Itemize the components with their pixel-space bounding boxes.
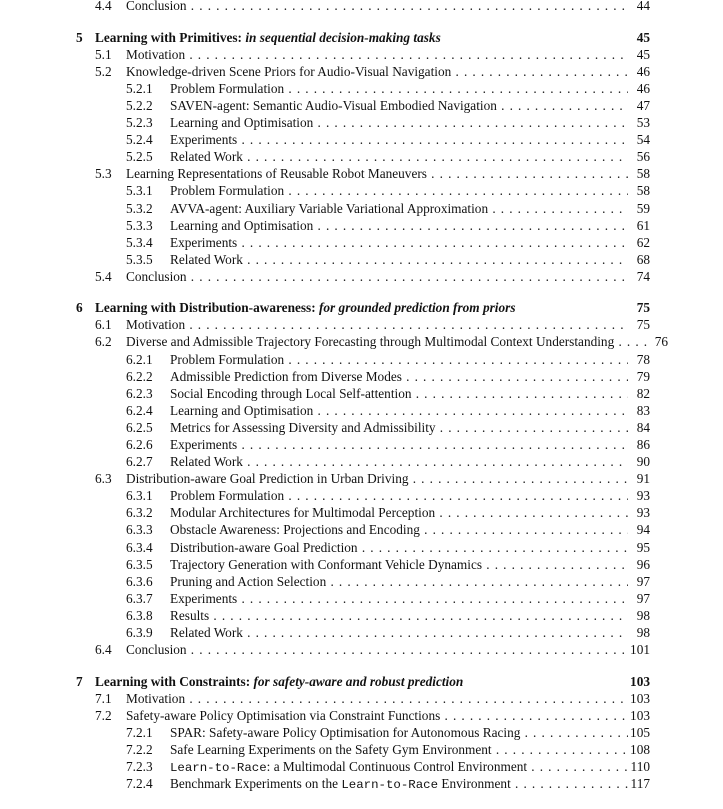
- toc-entry[interactable]: [0, 690, 723, 707]
- subsection-number: 6.2.4: [126, 403, 153, 418]
- page-number: 98: [636, 625, 650, 640]
- page-number: 54: [636, 132, 650, 147]
- page-number: 82: [636, 386, 650, 401]
- subsection-title: Metrics for Assessing Diversity and Admissibility . . .: [170, 419, 628, 436]
- subsection-number: 7.2.1: [126, 725, 153, 740]
- chapter-title: Learning with Primitives: in sequential decision-making tasks: [95, 30, 441, 45]
- page-number: 93: [636, 505, 650, 520]
- subsection-title: Experiments . . .: [170, 234, 628, 251]
- subsection-title: Modular Architectures for Multimodal Perception . . .: [170, 504, 628, 521]
- subsection-number: 6.2.1: [126, 352, 153, 367]
- subsection-number: 6.2.3: [126, 386, 153, 401]
- subsection-number: 6.2.6: [126, 437, 153, 452]
- page-number: 47: [636, 98, 650, 113]
- subsection-number: 6.3.4: [126, 540, 153, 555]
- page-number: 105: [630, 725, 650, 740]
- subsection-title: Learning and Optimisation . . .: [170, 114, 628, 131]
- toc-entry[interactable]: [0, 114, 723, 131]
- section-number: 5.4: [95, 269, 112, 284]
- toc-entry[interactable]: [0, 80, 723, 97]
- section-number: 5.3: [95, 166, 112, 181]
- subsection-title: Problem Formulation . . .: [170, 182, 628, 199]
- subsection-title: Pruning and Action Selection . . .: [170, 573, 628, 590]
- subsection-title: Related Work . . .: [170, 251, 628, 268]
- section-number: 7.2: [95, 708, 112, 723]
- page-number: 56: [636, 149, 650, 164]
- section-title: Conclusion . . .: [126, 268, 628, 285]
- page-number: 75: [636, 300, 650, 315]
- page-number: 95: [636, 540, 650, 555]
- subsection-title: Problem Formulation . . .: [170, 80, 628, 97]
- toc-entry[interactable]: [0, 46, 723, 63]
- chapter-subtitle: for grounded prediction from priors: [318, 300, 516, 315]
- toc-entry-4-4[interactable]: [0, 0, 723, 14]
- chapter-title: Learning with Constraints: for safety-aware and robust prediction: [95, 674, 464, 689]
- page-number: 117: [630, 776, 650, 791]
- toc-entry[interactable]: [0, 758, 723, 775]
- subsection-number: 6.3.5: [126, 557, 153, 572]
- toc-entry[interactable]: [0, 521, 723, 538]
- chapter-subtitle: for safety-aware and robust prediction: [253, 674, 464, 689]
- subsection-number: 6.2.7: [126, 454, 153, 469]
- chapter-number: 6: [76, 300, 83, 315]
- page-number: 78: [636, 352, 650, 367]
- subsection-number: 6.2.2: [126, 369, 153, 384]
- subsection-number: 7.2.4: [126, 776, 153, 791]
- subsection-number: 6.3.7: [126, 591, 153, 606]
- subsection-number: 6.3.1: [126, 488, 153, 503]
- page-number: 75: [636, 317, 650, 332]
- chapter-subtitle: in sequential decision-making tasks: [245, 30, 441, 45]
- toc-entry[interactable]: [0, 268, 723, 285]
- page-number: 46: [636, 81, 650, 96]
- page-number: 103: [630, 708, 650, 723]
- section-number: 6.3: [95, 471, 112, 486]
- subsection-title: Social Encoding through Local Self-attention . . .: [170, 385, 628, 402]
- page-number: 83: [636, 403, 650, 418]
- toc-entry[interactable]: [0, 741, 723, 758]
- section-title: Safety-aware Policy Optimisation via Constraint Functions . . .: [126, 707, 628, 724]
- subsection-number: 6.3.3: [126, 522, 153, 537]
- subsection-title: Admissible Prediction from Diverse Modes . . .: [170, 368, 628, 385]
- toc-entry[interactable]: [0, 573, 723, 590]
- toc-entry[interactable]: [0, 641, 723, 658]
- page-number: 46: [636, 64, 650, 79]
- toc-entry[interactable]: [0, 419, 723, 436]
- page-number: 96: [636, 557, 650, 572]
- toc-entry[interactable]: [0, 182, 723, 199]
- subsection-number: 6.3.2: [126, 505, 153, 520]
- subsection-title: Experiments . . .: [170, 436, 628, 453]
- subsection-number: 5.3.2: [126, 201, 153, 216]
- subsection-title: Experiments . . .: [170, 131, 628, 148]
- subsection-number: 5.3.4: [126, 235, 153, 250]
- page-number: 101: [630, 642, 650, 657]
- toc-entry[interactable]: [0, 200, 723, 217]
- toc-entry[interactable]: [0, 234, 723, 251]
- section-title: Motivation . . .: [126, 690, 628, 707]
- toc-chapter-7[interactable]: [0, 673, 723, 690]
- subsection-title: Distribution-aware Goal Prediction . . .: [170, 539, 628, 556]
- toc-entry[interactable]: [0, 385, 723, 402]
- subsection-title: Safe Learning Experiments on the Safety Gym Environment . . .: [170, 741, 628, 758]
- subsection-title: Results . . .: [170, 607, 628, 624]
- page-number: 98: [636, 608, 650, 623]
- page-number: 84: [636, 420, 650, 435]
- subsection-number: 5.3.3: [126, 218, 153, 233]
- section-title: Diverse and Admissible Trajectory Forecasting through Multimodal Context Understanding . . .: [126, 333, 650, 350]
- chapter-number: 5: [76, 30, 83, 45]
- subsection-number: 6.2.5: [126, 420, 153, 435]
- page-number: 58: [636, 166, 650, 181]
- section-number: 4.4: [95, 0, 112, 13]
- toc-entry[interactable]: [0, 470, 723, 487]
- page-number: 103: [630, 691, 650, 706]
- subsection-title: Learn-to-Race: a Multimodal Continuous Control Environment . . .: [170, 758, 628, 777]
- page-number: 44: [636, 0, 650, 13]
- toc-entry[interactable]: [0, 453, 723, 470]
- section-number: 6.4: [95, 642, 112, 657]
- toc-chapter-6[interactable]: [0, 299, 723, 316]
- toc-entry[interactable]: [0, 724, 723, 741]
- subsection-title: Learning and Optimisation . . .: [170, 217, 628, 234]
- toc-entry[interactable]: [0, 436, 723, 453]
- page-number: 94: [636, 522, 650, 537]
- section-title: Knowledge-driven Scene Priors for Audio-Visual Navigation . . .: [126, 63, 628, 80]
- page-number: 62: [636, 235, 650, 250]
- section-title: Distribution-aware Goal Prediction in Urban Driving . . .: [126, 470, 628, 487]
- page-number: 74: [636, 269, 650, 284]
- page-number: 45: [636, 30, 650, 45]
- toc-entry[interactable]: [0, 333, 723, 350]
- section-number: 6.2: [95, 334, 112, 349]
- toc-entry[interactable]: [0, 539, 723, 556]
- toc-entry[interactable]: [0, 131, 723, 148]
- subsection-title: SAVEN-agent: Semantic Audio-Visual Embodied Navigation . . .: [170, 97, 628, 114]
- toc-entry[interactable]: [0, 402, 723, 419]
- page-number: 90: [636, 454, 650, 469]
- subsection-title: AVVA-agent: Auxiliary Variable Variational Approximation . . .: [170, 200, 628, 217]
- subsection-number: 7.2.2: [126, 742, 153, 757]
- toc-entry[interactable]: [0, 624, 723, 641]
- page-number: 61: [636, 218, 650, 233]
- page-number: 110: [630, 759, 650, 774]
- page-number: 53: [636, 115, 650, 130]
- page-number: 97: [636, 591, 650, 606]
- section-number: 7.1: [95, 691, 112, 706]
- toc-entry[interactable]: [0, 97, 723, 114]
- page-number: 76: [654, 334, 668, 349]
- subsection-number: 5.2.5: [126, 149, 153, 164]
- subsection-number: 6.3.6: [126, 574, 153, 589]
- subsection-title: SPAR: Safety-aware Policy Optimisation for Autonomous Racing . . .: [170, 724, 628, 741]
- subsection-number: 6.3.9: [126, 625, 153, 640]
- env-name-mono: Learn-to-Race: [170, 761, 267, 775]
- subsection-title: Benchmark Experiments on the Learn-to-Race Environment . . .: [170, 775, 628, 794]
- subsection-number: 5.2.1: [126, 81, 153, 96]
- section-title: Motivation . . .: [126, 46, 628, 63]
- section-number: 6.1: [95, 317, 112, 332]
- env-name-mono: Learn-to-Race: [341, 778, 439, 792]
- toc-entry[interactable]: [0, 590, 723, 607]
- page-number: 86: [636, 437, 650, 452]
- subsection-number: 5.2.3: [126, 115, 153, 130]
- subsection-title: Related Work . . .: [170, 453, 628, 470]
- toc-entry[interactable]: [0, 607, 723, 624]
- subsection-number: 6.3.8: [126, 608, 153, 623]
- page-number: 45: [636, 47, 650, 62]
- subsection-title: Problem Formulation . . .: [170, 487, 628, 504]
- toc-entry[interactable]: [0, 707, 723, 724]
- toc-entry[interactable]: [0, 165, 723, 182]
- page-number: 58: [636, 183, 650, 198]
- subsection-number: 5.2.4: [126, 132, 153, 147]
- section-title: Learning Representations of Reusable Robot Maneuvers . . .: [126, 165, 628, 182]
- subsection-number: 5.3.1: [126, 183, 153, 198]
- chapter-title: Learning with Distribution-awareness: for grounded prediction from priors: [95, 300, 516, 315]
- toc-chapter-5[interactable]: [0, 29, 723, 46]
- subsection-title: Experiments . . .: [170, 590, 628, 607]
- subsection-number: 5.2.2: [126, 98, 153, 113]
- section-title: Conclusion . . .: [126, 0, 628, 14]
- page-number: 93: [636, 488, 650, 503]
- page-number: 79: [636, 369, 650, 384]
- toc-entry[interactable]: [0, 316, 723, 333]
- chapter-number: 7: [76, 674, 83, 689]
- subsection-title: Obstacle Awareness: Projections and Encoding . . .: [170, 521, 628, 538]
- page-number: 108: [630, 742, 650, 757]
- toc-entry[interactable]: [0, 351, 723, 368]
- section-title: Conclusion . . .: [126, 641, 628, 658]
- toc-entry[interactable]: [0, 148, 723, 165]
- subsection-title: Related Work . . .: [170, 148, 628, 165]
- page-number: 103: [630, 674, 650, 689]
- section-number: 5.2: [95, 64, 112, 79]
- toc-entry[interactable]: [0, 775, 723, 792]
- toc-entry[interactable]: [0, 487, 723, 504]
- page-number: 59: [636, 201, 650, 216]
- toc-entry[interactable]: [0, 556, 723, 573]
- page-number: 91: [636, 471, 650, 486]
- section-number: 5.1: [95, 47, 112, 62]
- subsection-title: Related Work . . .: [170, 624, 628, 641]
- subsection-number: 5.3.5: [126, 252, 153, 267]
- section-title: Motivation . . .: [126, 316, 628, 333]
- subsection-title: Problem Formulation . . .: [170, 351, 628, 368]
- subsection-title: Trajectory Generation with Conformant Vehicle Dynamics . . .: [170, 556, 628, 573]
- page-number: 97: [636, 574, 650, 589]
- toc-entry[interactable]: [0, 251, 723, 268]
- toc-entry[interactable]: [0, 504, 723, 521]
- toc-entry[interactable]: [0, 368, 723, 385]
- toc-entry[interactable]: [0, 217, 723, 234]
- subsection-number: 7.2.3: [126, 759, 153, 774]
- page-number: 68: [636, 252, 650, 267]
- subsection-title: Learning and Optimisation . . .: [170, 402, 628, 419]
- toc-entry[interactable]: [0, 63, 723, 80]
